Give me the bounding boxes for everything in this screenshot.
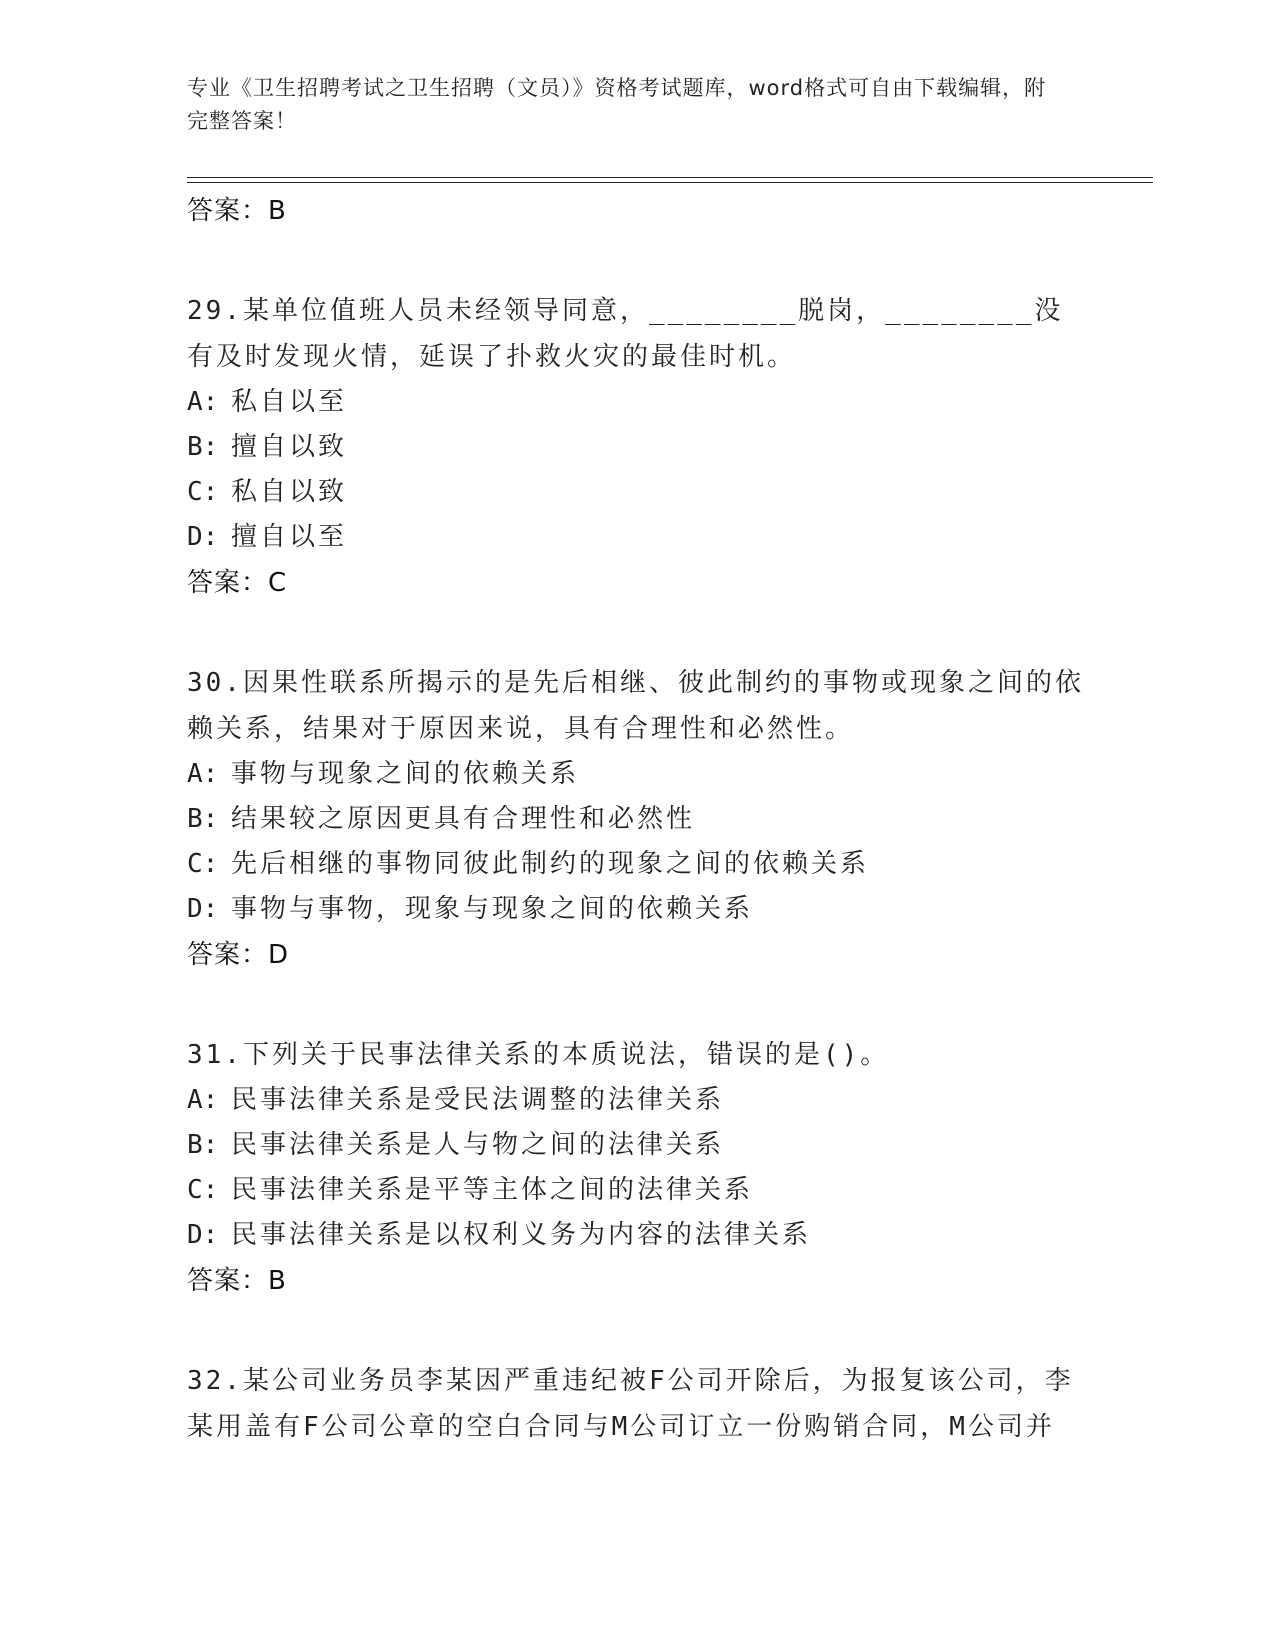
option-letter: C:	[187, 849, 219, 879]
option-text: 事物与事物，现象与现象之间的依赖关系	[231, 894, 754, 924]
option-d	[187, 515, 1087, 560]
option-text: 私自以致	[231, 477, 348, 507]
option-d	[187, 887, 1087, 932]
option-text: 民事法律关系是平等主体之间的法律关系	[231, 1175, 754, 1205]
question-stem: 31.下列关于民事法律关系的本质说法，错误的是()。	[187, 1040, 890, 1070]
option-text: 民事法律关系是以权利义务为内容的法律关系	[231, 1220, 812, 1250]
option-letter: C:	[187, 1175, 219, 1205]
option-letter: A:	[187, 1085, 219, 1115]
question-stem: 29.某单位值班人员未经领导同意，________脱岗，________没有及时发现火情，延误了扑救火灾的最佳时机。	[187, 296, 1064, 372]
header-divider-top	[187, 177, 1153, 178]
option-a	[187, 752, 1087, 797]
question-stem: 32.某公司业务员李某因严重违纪被F公司开除后，为报复该公司，李某用盖有F公司公章的空白合同与M公司订立一份购销合同，M公司并	[187, 1366, 1074, 1442]
answer-line: 答案：C	[187, 568, 288, 598]
option-letter: A:	[187, 759, 219, 789]
option-text: 民事法律关系是受民法调整的法律关系	[231, 1085, 725, 1115]
option-letter: C:	[187, 477, 219, 507]
question-stem: 30.因果性联系所揭示的是先后相继、彼此制约的事物或现象之间的依赖关系，结果对于原因来说，具有合理性和必然性。	[187, 668, 1084, 744]
option-c	[187, 842, 1087, 887]
option-letter: D:	[187, 894, 219, 924]
question-32	[187, 1358, 1087, 1450]
document-body	[187, 188, 1087, 1450]
option-letter: D:	[187, 1220, 219, 1250]
question-30	[187, 660, 1087, 978]
answer-line: 答案：B	[187, 1266, 287, 1296]
option-letter: B:	[187, 432, 219, 462]
option-text: 先后相继的事物同彼此制约的现象之间的依赖关系	[231, 849, 870, 879]
option-a	[187, 1078, 1087, 1123]
option-text: 私自以至	[231, 387, 348, 417]
option-letter: B:	[187, 804, 219, 834]
question-29	[187, 288, 1087, 606]
option-b	[187, 797, 1087, 842]
question-31	[187, 1032, 1087, 1304]
option-c	[187, 1168, 1087, 1213]
option-text: 擅自以致	[231, 432, 348, 462]
option-letter: A:	[187, 387, 219, 417]
previous-answer: 答案：B	[187, 196, 287, 226]
option-c	[187, 470, 1087, 515]
header-divider-bottom	[187, 182, 1153, 183]
option-letter: B:	[187, 1130, 219, 1160]
option-text: 民事法律关系是人与物之间的法律关系	[231, 1130, 725, 1160]
option-b	[187, 1123, 1087, 1168]
option-a	[187, 380, 1087, 425]
option-text: 事物与现象之间的依赖关系	[231, 759, 580, 789]
option-d	[187, 1213, 1087, 1258]
option-b	[187, 425, 1087, 470]
option-text: 结果较之原因更具有合理性和必然性	[231, 804, 696, 834]
page-header: 专业《卫生招聘考试之卫生招聘（文员）》资格考试题库，word格式可自由下载编辑，附完整答案！	[187, 76, 1047, 133]
option-letter: D:	[187, 522, 219, 552]
answer-line: 答案：D	[187, 940, 290, 970]
option-text: 擅自以至	[231, 522, 348, 552]
